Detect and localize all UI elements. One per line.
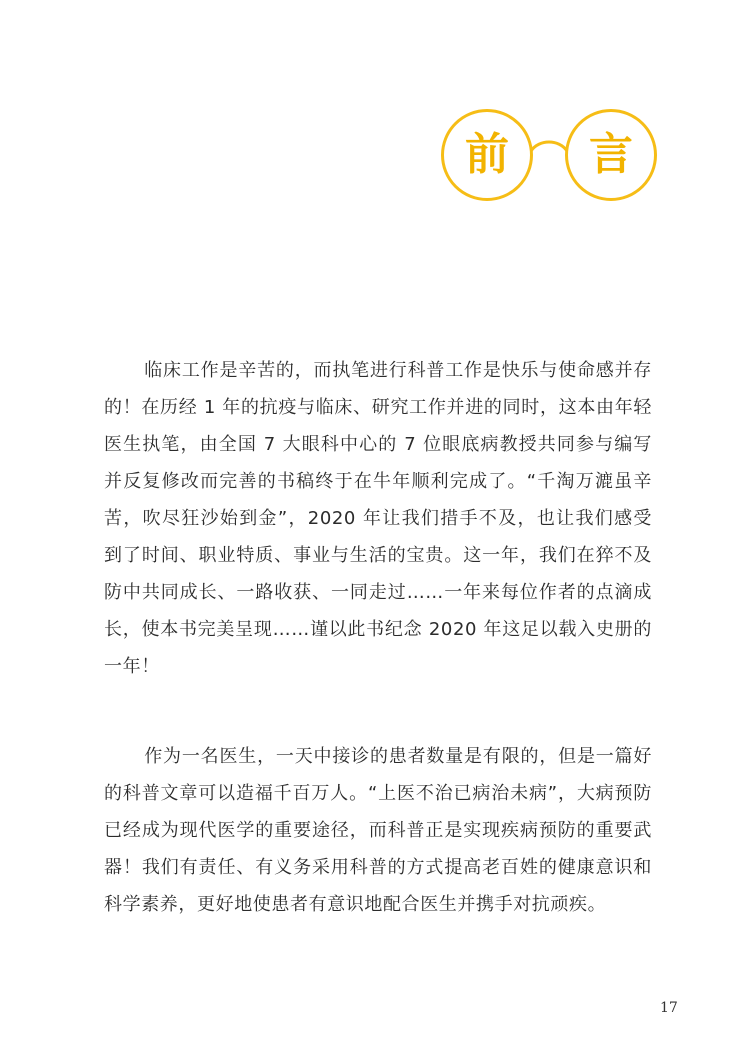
title-char-qian: 前 bbox=[465, 129, 509, 180]
page-number: 17 bbox=[660, 1000, 678, 1016]
paragraph-2-text: 作为一名医生，一天中接诊的患者数量是有限的，但是一篇好的科普文章可以造福千百万人。“上医不治已病治未病”，大病预防已经成为现代医学的重要途径，而科普正是实现疾病预防的重要武器！我们有责任、有义务采用科普的方式提高老百姓的健康意识和科学素养，更好地使患者有意识地配合医生并携手对抗顽疾。 bbox=[104, 746, 652, 915]
paragraph-1 bbox=[104, 352, 652, 685]
title-char-yan: 言 bbox=[589, 129, 633, 180]
spectacles-bridge bbox=[529, 137, 569, 157]
preface-title bbox=[441, 109, 661, 209]
paragraph-2 bbox=[104, 738, 652, 923]
paragraph-1-text: 临床工作是辛苦的，而执笔进行科普工作是快乐与使命感并存的！在历经 1 年的抗疫与临床、研究工作并进的同时，这本由年轻医生执笔，由全国 7 大眼科中心的 7 位眼底病教授共同参与编写并反复修改而完善的书稿终于在牛年顺利完成了。“千淘万漉虽辛苦，吹尽狂沙始到金”，2020 年让我们措手不及，也让我们感受到了时间、职业特质、事业与生活的宝贵。这一年，我们在猝不及防中共同成长、一路收获、一同走过……一年来每位作者的点滴成长，使本书完美呈现……谨以此书纪念 2020 年这足以载入史册的一年！ bbox=[104, 360, 652, 677]
title-circle-left bbox=[441, 109, 533, 201]
title-circle-right bbox=[565, 109, 657, 201]
